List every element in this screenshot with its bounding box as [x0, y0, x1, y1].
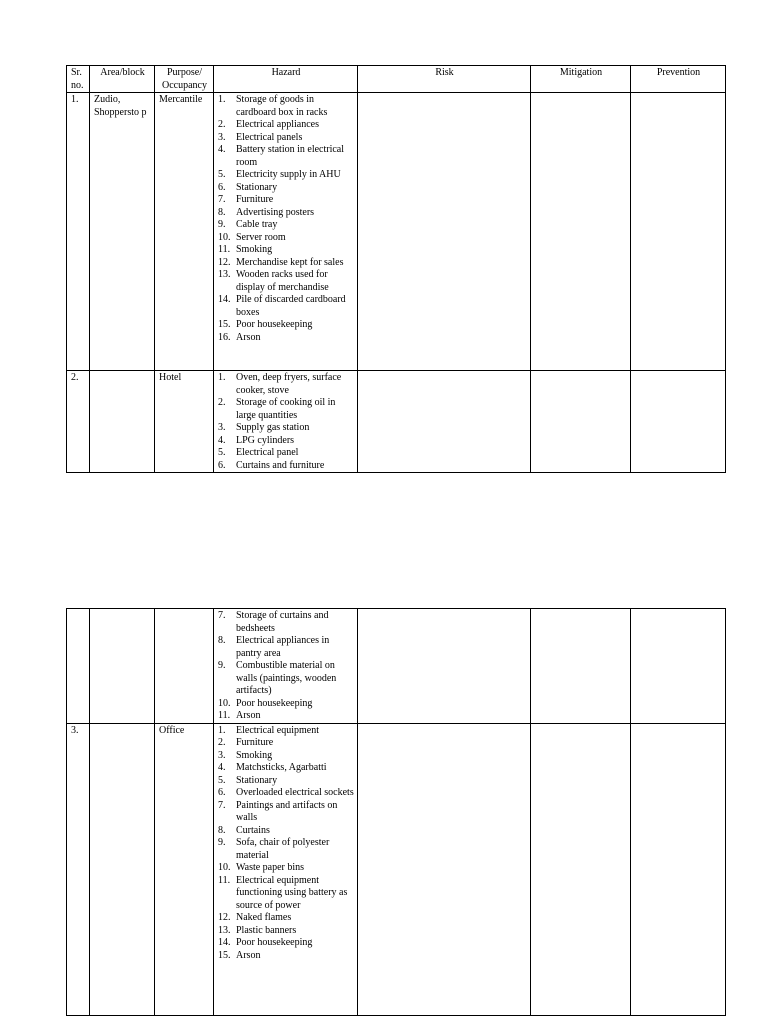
hazard-number: 4. — [218, 762, 226, 773]
hazard-text: Electrical appliances — [236, 119, 320, 130]
hazard-number: 6. — [218, 459, 226, 471]
table-row — [67, 609, 726, 724]
hazard-text: Cable tray — [236, 219, 278, 230]
hazard-item — [218, 762, 354, 775]
hazard-item — [218, 737, 354, 750]
hazard-text: Wooden racks used for display of merchandise — [236, 269, 329, 293]
hazard-text: Electrical panels — [236, 131, 303, 143]
hazard-number: 14. — [218, 294, 231, 305]
hazard-number: 12. — [218, 256, 231, 268]
hazard-number: 13. — [218, 269, 231, 280]
hazard-number: 8. — [218, 206, 226, 218]
hazard-number: 9. — [218, 660, 226, 671]
hazard-item — [218, 750, 354, 763]
hazard-number: 7. — [218, 799, 226, 811]
hazard-text: Electricity supply in AHU — [236, 169, 341, 180]
hazard-number: 9. — [218, 219, 226, 230]
hazard-number: 15. — [218, 949, 231, 961]
hazard-item — [218, 94, 354, 119]
hazard-item — [218, 119, 354, 132]
hazard-number: 1. — [218, 372, 226, 383]
hazard-text: Electrical appliances in pantry area — [236, 635, 330, 659]
prevention-cell — [631, 93, 726, 371]
hazard-text: Arson — [236, 710, 261, 721]
hazard-item — [218, 269, 354, 294]
hazard-item — [218, 862, 354, 875]
hazard-text: Combustible material on walls (paintings, wooden artifacts) — [236, 660, 337, 696]
hazard-item — [218, 875, 354, 913]
hazard-item — [218, 937, 354, 950]
hazard-number: 4. — [218, 434, 226, 446]
hazard-number: 10. — [218, 697, 231, 709]
header-area: Area/block — [90, 66, 155, 93]
sr-cell: 1. — [67, 93, 90, 371]
hazard-number: 14. — [218, 937, 231, 948]
hazard-table-page-1 — [66, 65, 726, 473]
prevention-cell — [631, 371, 726, 473]
hazard-number: 10. — [218, 862, 231, 873]
hazard-number: 12. — [218, 912, 231, 923]
hazard-number: 5. — [218, 169, 226, 180]
hazard-text: Naked flames — [236, 912, 292, 923]
hazard-text: LPG cylinders — [236, 434, 295, 446]
area-cell — [90, 371, 155, 473]
hazard-item — [218, 775, 354, 788]
hazard-text: Electrical panel — [236, 447, 299, 458]
hazard-number: 15. — [218, 319, 231, 330]
risk-cell — [358, 371, 531, 473]
hazard-number: 8. — [218, 635, 226, 646]
hazard-item — [218, 800, 354, 825]
sr-cell: 3. — [67, 723, 90, 1015]
hazard-text: Waste paper bins — [236, 862, 305, 873]
hazard-item — [218, 182, 354, 195]
hazard-item — [218, 925, 354, 938]
hazard-number: 6. — [218, 787, 226, 798]
hazard-text: Storage of cooking oil in large quantities — [236, 397, 336, 421]
hazard-item — [218, 422, 354, 435]
hazard-item — [218, 169, 354, 182]
hazard-table-page-2 — [66, 608, 726, 1016]
hazard-text: Advertising posters — [236, 206, 315, 218]
header-row — [67, 66, 726, 93]
hazard-number: 5. — [218, 774, 226, 786]
prevention-cell — [631, 609, 726, 724]
hazard-text: Oven, deep fryers, surface cooker, stove — [236, 372, 342, 396]
header-risk: Risk — [358, 66, 531, 93]
hazard-text: Stationary — [236, 181, 278, 193]
hazard-number: 2. — [218, 119, 226, 130]
hazard-text: Merchandise kept for sales — [236, 256, 344, 268]
hazard-text: Poor housekeeping — [236, 697, 313, 709]
area-cell — [90, 609, 155, 724]
hazard-text: Poor housekeeping — [236, 937, 313, 948]
table-row — [67, 371, 726, 473]
hazard-item — [218, 725, 354, 738]
mitigation-cell — [531, 723, 631, 1015]
hazard-number: 3. — [218, 131, 226, 143]
hazard-item — [218, 635, 354, 660]
hazard-text: Battery station in electrical room — [236, 144, 345, 168]
area-cell: Zudio, Shoppersto p — [90, 93, 155, 371]
hazard-item — [218, 332, 354, 345]
purpose-cell: Office — [155, 723, 214, 1015]
mitigation-cell — [531, 93, 631, 371]
hazard-number: 4. — [218, 144, 226, 155]
hazard-text: Curtains and furniture — [236, 459, 325, 471]
hazard-text: Overloaded electrical sockets — [236, 787, 354, 798]
hazard-number: 3. — [218, 422, 226, 433]
hazard-item — [218, 219, 354, 232]
risk-cell — [358, 93, 531, 371]
hazard-text: Sofa, chair of polyester material — [236, 837, 330, 861]
hazard-item — [218, 232, 354, 245]
hazard-text: Smoking — [236, 244, 273, 255]
hazard-number: 10. — [218, 231, 231, 243]
hazard-number: 7. — [218, 610, 226, 621]
hazard-text: Electrical equipment — [236, 724, 320, 736]
hazard-item — [218, 244, 354, 257]
hazard-text: Storage of goods in cardboard box in racks — [236, 94, 328, 118]
hazard-text: Plastic banners — [236, 924, 297, 936]
hazard-item — [218, 698, 354, 711]
sr-cell: 2. — [67, 371, 90, 473]
hazard-number: 11. — [218, 244, 231, 255]
table-row — [67, 93, 726, 371]
hazard-item — [218, 447, 354, 460]
purpose-cell: Mercantile — [155, 93, 214, 371]
mitigation-cell — [531, 609, 631, 724]
hazard-text: Furniture — [236, 194, 274, 205]
hazard-number: 8. — [218, 824, 226, 836]
hazard-item — [218, 660, 354, 698]
hazard-text: Server room — [236, 231, 286, 243]
hazard-item — [218, 132, 354, 145]
sr-cell — [67, 609, 90, 724]
hazard-item — [218, 610, 354, 635]
risk-cell — [358, 609, 531, 724]
hazard-item — [218, 787, 354, 800]
hazard-item — [218, 460, 354, 473]
hazard-cell — [214, 371, 358, 473]
hazard-number: 11. — [218, 710, 231, 721]
hazard-cell — [214, 723, 358, 1015]
hazard-number: 7. — [218, 194, 226, 205]
hazard-item — [218, 435, 354, 448]
hazard-number: 13. — [218, 924, 231, 936]
header-prevention: Prevention — [631, 66, 726, 93]
hazard-item — [218, 372, 354, 397]
hazard-text: Matchsticks, Agarbatti — [236, 762, 327, 773]
hazard-item — [218, 294, 354, 319]
risk-cell — [358, 723, 531, 1015]
header-hazard: Hazard — [214, 66, 358, 93]
purpose-cell — [155, 609, 214, 724]
hazard-text: Arson — [236, 331, 261, 343]
hazard-text: Smoking — [236, 749, 273, 761]
hazard-number: 16. — [218, 331, 231, 343]
hazard-item — [218, 710, 354, 723]
purpose-cell: Hotel — [155, 371, 214, 473]
hazard-cell — [214, 609, 358, 724]
header-purpose: Purpose/ Occupancy — [155, 66, 214, 93]
hazard-number: 9. — [218, 837, 226, 848]
hazard-number: 5. — [218, 447, 226, 458]
hazard-number: 1. — [218, 724, 226, 736]
hazard-item — [218, 257, 354, 270]
header-mitigation: Mitigation — [531, 66, 631, 93]
hazard-item — [218, 194, 354, 207]
hazard-text: Supply gas station — [236, 422, 310, 433]
hazard-number: 2. — [218, 397, 226, 408]
hazard-text: Electrical equipment functioning using battery as source of power — [236, 874, 348, 911]
hazard-number: 2. — [218, 737, 226, 748]
hazard-text: Pile of discarded cardboard boxes — [236, 294, 346, 318]
hazard-item — [218, 319, 354, 332]
hazard-item — [218, 397, 354, 422]
hazard-item — [218, 207, 354, 220]
hazard-text: Arson — [236, 949, 261, 961]
hazard-text: Stationary — [236, 774, 278, 786]
hazard-item — [218, 825, 354, 838]
header-sr: Sr. no. — [67, 66, 90, 93]
hazard-text: Poor housekeeping — [236, 319, 313, 330]
hazard-text: Furniture — [236, 737, 274, 748]
hazard-item — [218, 912, 354, 925]
prevention-cell — [631, 723, 726, 1015]
hazard-number: 6. — [218, 181, 226, 193]
hazard-text: Paintings and artifacts on walls — [236, 799, 338, 823]
hazard-text: Storage of curtains and bedsheets — [236, 610, 329, 634]
hazard-text: Curtains — [236, 824, 270, 836]
area-cell — [90, 723, 155, 1015]
hazard-item — [218, 144, 354, 169]
hazard-cell — [214, 93, 358, 371]
hazard-number: 3. — [218, 749, 226, 761]
mitigation-cell — [531, 371, 631, 473]
table-row — [67, 723, 726, 1015]
hazard-number: 11. — [218, 874, 231, 886]
hazard-number: 1. — [218, 94, 226, 105]
hazard-item — [218, 950, 354, 963]
hazard-item — [218, 837, 354, 862]
